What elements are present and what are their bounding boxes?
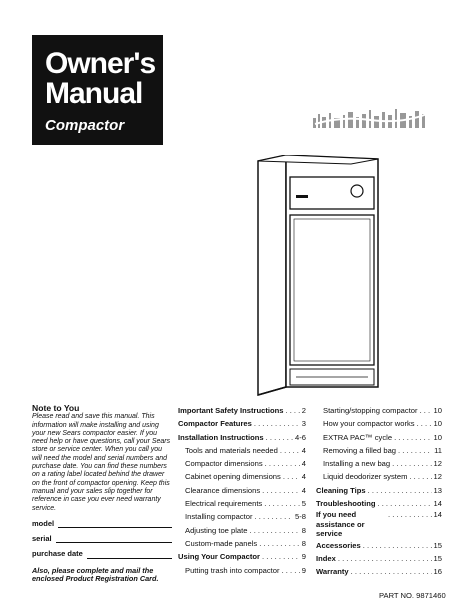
model-line xyxy=(58,520,172,528)
toc-entry xyxy=(316,470,442,483)
toc-leader-dots xyxy=(394,431,431,444)
toc-entry-page: 14 xyxy=(433,499,442,509)
toc-entry-page: 10 xyxy=(433,406,442,415)
serial-field xyxy=(32,535,172,543)
serial-label: serial xyxy=(32,534,52,544)
toc-entry-title: Installing a new bag xyxy=(323,459,391,469)
purchase-date-label: purchase date xyxy=(32,549,83,559)
toc-entry-title: How your compactor works xyxy=(323,419,415,429)
toc-entry-page: 15 xyxy=(433,540,442,550)
toc-entry-page: 4 xyxy=(301,485,306,495)
serial-line xyxy=(56,535,172,543)
toc-entry-title: Installation Instructions xyxy=(178,432,264,442)
toc-entry-title: Tools and materials needed xyxy=(185,445,278,455)
toc-entry-page: 15 xyxy=(433,554,442,564)
toc-entry-title: Starting/stopping compactor xyxy=(323,406,418,415)
toc-leader-dots xyxy=(254,417,300,430)
toc-leader-dots xyxy=(280,444,300,457)
toc-entry xyxy=(178,457,306,470)
toc-entry-page: 12 xyxy=(433,459,442,469)
toc-entry-title: Adjusting toe plate xyxy=(185,525,248,535)
toc-entry xyxy=(316,510,442,539)
toc-entry xyxy=(316,552,442,565)
toc-leader-dots xyxy=(266,431,293,444)
toc-leader-dots xyxy=(392,457,431,470)
toc-entry xyxy=(178,470,306,483)
toc-entry-title: Custom-made panels xyxy=(185,538,258,548)
toc-entry-title: Using Your Compactor xyxy=(178,552,260,562)
toc-entry-page: 4 xyxy=(301,445,306,455)
toc-leader-dots xyxy=(262,484,300,497)
toc-leader-dots xyxy=(398,444,432,457)
toc-entry-page: 10 xyxy=(433,432,442,442)
toc-leader-dots xyxy=(409,470,431,483)
toc-entry-title: Compactor dimensions xyxy=(185,459,263,469)
toc-entry-page: 14 xyxy=(433,510,442,520)
toc-leader-dots xyxy=(363,539,432,552)
toc-entry xyxy=(178,417,306,430)
toc-entry xyxy=(178,510,306,523)
toc-leader-dots xyxy=(368,484,432,497)
toc-entry xyxy=(316,404,442,417)
toc-entry xyxy=(178,431,306,444)
toc-entry xyxy=(178,497,306,510)
toc-leader-dots xyxy=(338,552,432,565)
toc-entry-title: Warranty xyxy=(316,567,349,577)
toc-entry xyxy=(316,417,442,430)
toc-entry xyxy=(178,444,306,457)
toc-entry-title: Important Safety Instructions xyxy=(178,406,284,415)
toc-entry-page: 5-8 xyxy=(295,512,306,522)
toc-leader-dots xyxy=(285,404,299,417)
toc-entry-title: Index xyxy=(316,554,336,564)
toc-entry-title: Liquid deodorizer system xyxy=(323,472,408,482)
registration-note: Also, please complete and mail the enclosed Product Registration Card. xyxy=(32,565,159,584)
toc-leader-dots xyxy=(264,497,300,510)
toc-leader-dots xyxy=(283,470,300,483)
cover-title-block xyxy=(32,35,163,145)
toc-leader-dots xyxy=(351,565,432,578)
toc-entry-page: 12 xyxy=(433,472,442,482)
toc-entry xyxy=(178,564,306,577)
toc-entry-page: 4 xyxy=(301,459,306,469)
toc-entry-page: 8 xyxy=(301,538,306,548)
toc-leader-dots xyxy=(377,497,431,510)
toc-entry xyxy=(316,539,442,552)
compactor-illustration xyxy=(256,155,381,400)
model-field xyxy=(32,520,172,528)
toc-leader-dots xyxy=(417,417,432,430)
toc-leader-dots xyxy=(255,510,293,523)
toc-entry xyxy=(178,537,306,550)
toc-entry-title: Removing a filled bag xyxy=(323,445,397,455)
toc-entry-title: Cleaning Tips xyxy=(316,485,366,495)
table-of-contents-column-1 xyxy=(178,404,306,577)
toc-entry-page: 9 xyxy=(301,565,306,575)
toc-entry xyxy=(178,524,306,537)
toc-entry-page: 16 xyxy=(433,567,442,577)
toc-entry xyxy=(178,404,306,417)
purchase-date-field xyxy=(32,550,172,558)
toc-entry xyxy=(316,484,442,497)
toc-entry xyxy=(316,497,442,510)
toc-entry-title: Installing compactor xyxy=(185,512,253,522)
table-of-contents-column-2 xyxy=(316,404,442,579)
title-line-2: Manual xyxy=(45,77,143,110)
note-to-you xyxy=(32,404,172,584)
toc-leader-dots xyxy=(420,404,432,417)
toc-entry-page: 8 xyxy=(301,525,306,535)
title-line-1: Owner's xyxy=(45,47,156,80)
toc-entry-title: If you need assistance or service xyxy=(316,510,365,539)
toc-leader-dots xyxy=(265,457,300,470)
toc-entry xyxy=(178,484,306,497)
toc-entry-title: Putting trash into compactor xyxy=(185,565,280,575)
note-body: Please read and save this manual. This information will make installing and using your new Sears compactor easier. If you need help or have questions, call your Sears store or service center. When you call you will need the model and serial numbers and purchase date. You can find these numbers on a rating label located behind the drawer on the front of compactor opening. Keep this manual and your sales slip together for reference in case you ever need warranty service. xyxy=(32,413,171,512)
toc-leader-dots xyxy=(282,564,300,577)
toc-leader-dots xyxy=(262,550,300,563)
note-title: Note to You xyxy=(32,403,80,413)
toc-leader-dots xyxy=(259,537,300,550)
subtitle: Compactor xyxy=(45,117,125,134)
toc-entry-page: 9 xyxy=(301,552,306,562)
toc-leader-dots xyxy=(249,524,299,537)
toc-entry-page: 10 xyxy=(433,419,442,429)
toc-entry-page: 3 xyxy=(301,419,306,429)
toc-entry-page: 5 xyxy=(301,499,306,509)
toc-entry-page: 2 xyxy=(301,406,306,415)
model-label: model xyxy=(32,518,55,528)
toc-entry xyxy=(316,457,442,470)
toc-entry-title: Electrical requirements xyxy=(185,499,263,509)
toc-entry xyxy=(178,550,306,563)
toc-entry-title: Accessories xyxy=(316,540,361,550)
toc-entry xyxy=(316,444,442,457)
toc-entry-title: Compactor Features xyxy=(178,419,252,429)
toc-entry xyxy=(316,565,442,578)
toc-entry xyxy=(316,431,442,444)
toc-leader-dots xyxy=(388,510,432,539)
part-number: PART NO. 9871460 xyxy=(379,591,446,600)
toc-entry-page: 11 xyxy=(434,445,442,455)
purchase-date-line xyxy=(87,551,172,559)
toc-entry-title: EXTRA PAC™ cycle xyxy=(323,432,393,442)
toc-entry-title: Cabinet opening dimensions xyxy=(185,472,281,482)
toc-entry-page: 13 xyxy=(433,485,442,495)
brand-logo xyxy=(311,104,431,138)
toc-entry-page: 4-6 xyxy=(295,432,306,442)
toc-entry-title: Troubleshooting xyxy=(316,499,376,509)
toc-entry-page: 4 xyxy=(301,472,306,482)
toc-entry-title: Clearance dimensions xyxy=(185,485,261,495)
